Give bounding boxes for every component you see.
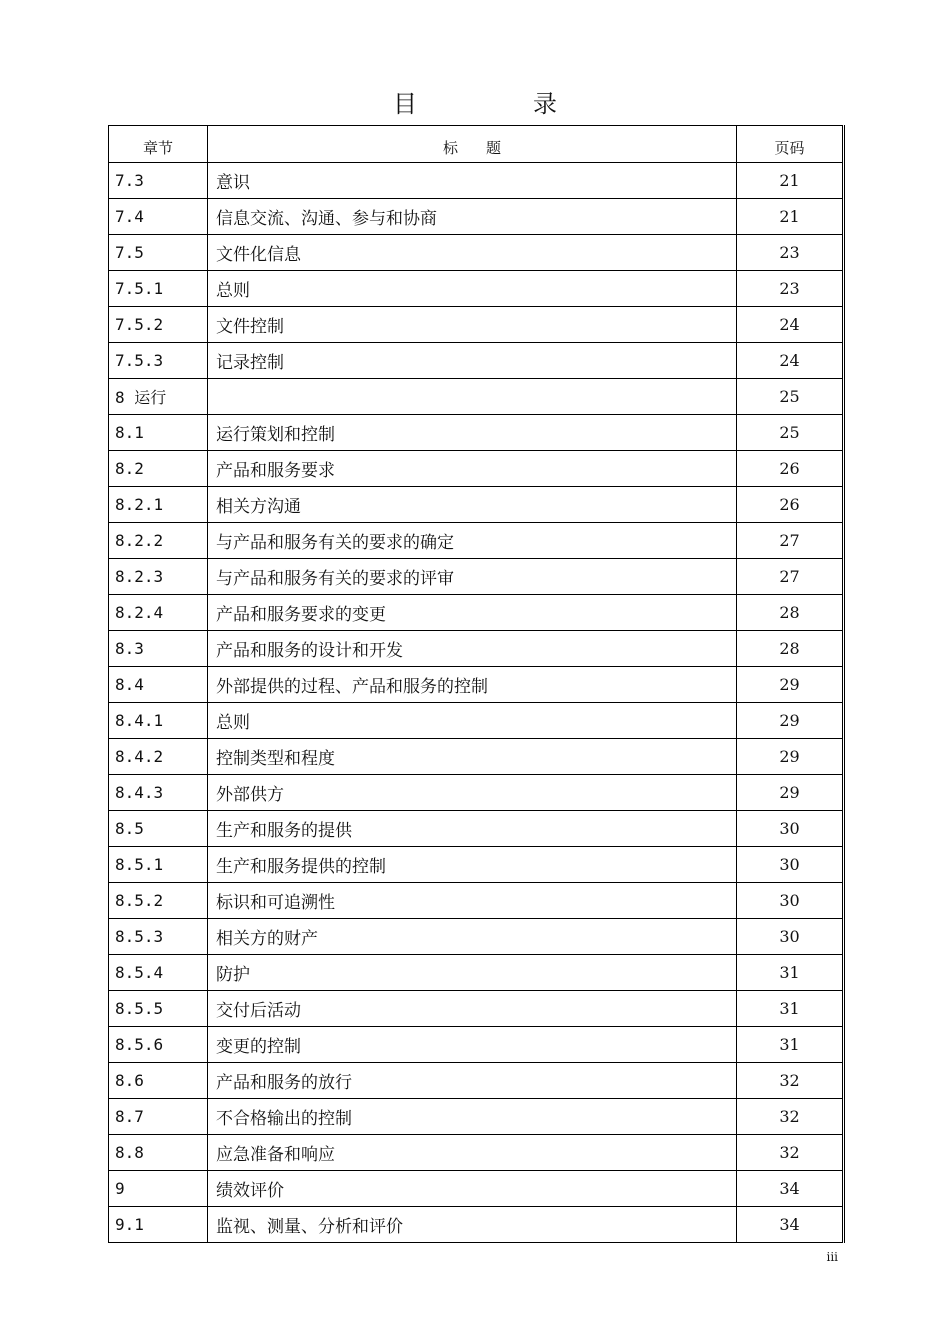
toc-title-cell: 相关方沟通 [208, 487, 737, 523]
toc-page-cell: 25 [737, 415, 844, 451]
toc-title-cell: 产品和服务的设计和开发 [208, 631, 737, 667]
toc-section-cell: 8.2.4 [109, 595, 208, 631]
toc-section-cell: 8.5.2 [109, 883, 208, 919]
toc-row [109, 883, 844, 919]
toc-section-cell: 8.8 [109, 1135, 208, 1171]
toc-row [109, 919, 844, 955]
toc-row [109, 343, 844, 379]
toc-title-cell: 外部供方 [208, 775, 737, 811]
toc-section-cell: 8.2.2 [109, 523, 208, 559]
toc-page-cell: 23 [737, 271, 844, 307]
toc-page-cell: 29 [737, 667, 844, 703]
toc-page-cell: 30 [737, 883, 844, 919]
toc-section-cell: 8.4.2 [109, 739, 208, 775]
toc-row [109, 1171, 844, 1207]
toc-section-cell: 8.3 [109, 631, 208, 667]
toc-row [109, 847, 844, 883]
toc-page-cell: 21 [737, 199, 844, 235]
toc-section-cell: 8.2.1 [109, 487, 208, 523]
toc-page-cell: 24 [737, 343, 844, 379]
toc-table [108, 125, 845, 1243]
toc-body [109, 163, 844, 1243]
toc-row [109, 523, 844, 559]
toc-row [109, 307, 844, 343]
toc-row [109, 739, 844, 775]
toc-page-cell: 32 [737, 1099, 844, 1135]
toc-row [109, 703, 844, 739]
toc-title-cell: 控制类型和程度 [208, 739, 737, 775]
toc-row [109, 451, 844, 487]
toc-page-cell: 31 [737, 991, 844, 1027]
toc-row [109, 631, 844, 667]
toc-page-cell: 29 [737, 739, 844, 775]
toc-section-cell: 8.1 [109, 415, 208, 451]
toc-page-cell: 32 [737, 1063, 844, 1099]
toc-section-cell: 9 [109, 1171, 208, 1207]
toc-section-cell: 7.5.1 [109, 271, 208, 307]
toc-section-cell: 7.5 [109, 235, 208, 271]
toc-page-cell: 23 [737, 235, 844, 271]
toc-page-cell: 31 [737, 1027, 844, 1063]
toc-title-cell: 监视、测量、分析和评价 [208, 1207, 737, 1243]
toc-title-cell: 文件化信息 [208, 235, 737, 271]
toc-section-cell: 8.6 [109, 1063, 208, 1099]
toc-title-cell: 标识和可追溯性 [208, 883, 737, 919]
toc-title-cell: 总则 [208, 703, 737, 739]
toc-row [109, 271, 844, 307]
toc-section-cell: 8 运行 [109, 379, 208, 415]
toc-row [109, 487, 844, 523]
toc-row [109, 1027, 844, 1063]
toc-section-cell: 8.5.5 [109, 991, 208, 1027]
toc-page-cell: 26 [737, 451, 844, 487]
toc-section-cell: 8.7 [109, 1099, 208, 1135]
toc-section-cell: 7.5.2 [109, 307, 208, 343]
toc-title-cell: 产品和服务的放行 [208, 1063, 737, 1099]
toc-page-cell: 25 [737, 379, 844, 415]
toc-page-cell: 27 [737, 559, 844, 595]
toc-section-cell: 8.5.1 [109, 847, 208, 883]
toc-page-cell: 30 [737, 811, 844, 847]
toc-section-cell: 8.5.4 [109, 955, 208, 991]
toc-title-cell: 防护 [208, 955, 737, 991]
toc-section-cell: 8.2 [109, 451, 208, 487]
header-section: 章节 [109, 126, 208, 163]
toc-section-cell: 8.4 [109, 667, 208, 703]
toc-section-cell: 8.5.3 [109, 919, 208, 955]
toc-section-cell: 8.4.3 [109, 775, 208, 811]
toc-row [109, 379, 844, 415]
toc-title-cell [208, 379, 737, 415]
toc-row [109, 415, 844, 451]
toc-title-cell: 记录控制 [208, 343, 737, 379]
toc-page-cell: 34 [737, 1171, 844, 1207]
toc-page-cell: 28 [737, 595, 844, 631]
toc-row [109, 955, 844, 991]
page-number: iii [826, 1250, 838, 1264]
toc-section-cell: 8.5.6 [109, 1027, 208, 1063]
toc-row [109, 595, 844, 631]
toc-row [109, 991, 844, 1027]
toc-row [109, 1063, 844, 1099]
toc-row [109, 235, 844, 271]
toc-title-cell: 与产品和服务有关的要求的评审 [208, 559, 737, 595]
toc-title-cell: 与产品和服务有关的要求的确定 [208, 523, 737, 559]
toc-section-cell: 9.1 [109, 1207, 208, 1243]
toc-page-cell: 28 [737, 631, 844, 667]
toc-row [109, 811, 844, 847]
toc-section-cell: 7.5.3 [109, 343, 208, 379]
toc-section-cell: 7.3 [109, 163, 208, 199]
toc-title-cell: 应急准备和响应 [208, 1135, 737, 1171]
page-title: 目 录 [393, 90, 603, 118]
toc-page-cell: 27 [737, 523, 844, 559]
toc-title-cell: 产品和服务要求的变更 [208, 595, 737, 631]
toc-row [109, 1207, 844, 1243]
toc-row [109, 1135, 844, 1171]
toc-title-cell: 变更的控制 [208, 1027, 737, 1063]
toc-page-cell: 26 [737, 487, 844, 523]
toc-title-cell: 外部提供的过程、产品和服务的控制 [208, 667, 737, 703]
toc-page-cell: 24 [737, 307, 844, 343]
toc-title-cell: 生产和服务提供的控制 [208, 847, 737, 883]
toc-page-cell: 30 [737, 847, 844, 883]
toc-title-cell: 总则 [208, 271, 737, 307]
toc-section-cell: 7.4 [109, 199, 208, 235]
toc-page-cell: 29 [737, 703, 844, 739]
toc-row [109, 559, 844, 595]
toc-section-cell: 8.5 [109, 811, 208, 847]
toc-row [109, 667, 844, 703]
toc-section-cell: 8.2.3 [109, 559, 208, 595]
toc-section-cell: 8.4.1 [109, 703, 208, 739]
toc-page-cell: 21 [737, 163, 844, 199]
toc-header-row [109, 126, 844, 163]
toc-page-cell: 29 [737, 775, 844, 811]
toc-page-cell: 32 [737, 1135, 844, 1171]
toc-page-cell: 30 [737, 919, 844, 955]
toc-title-cell: 相关方的财产 [208, 919, 737, 955]
toc-title-cell: 文件控制 [208, 307, 737, 343]
toc-row [109, 775, 844, 811]
toc-title-cell: 生产和服务的提供 [208, 811, 737, 847]
toc-title-cell: 运行策划和控制 [208, 415, 737, 451]
toc-page-cell: 34 [737, 1207, 844, 1243]
toc-row [109, 1099, 844, 1135]
toc-title-cell: 产品和服务要求 [208, 451, 737, 487]
header-title: 标题 [208, 126, 737, 163]
toc-title-cell: 不合格输出的控制 [208, 1099, 737, 1135]
toc-page-cell: 31 [737, 955, 844, 991]
toc-title-cell: 信息交流、沟通、参与和协商 [208, 199, 737, 235]
toc-title-cell: 绩效评价 [208, 1171, 737, 1207]
toc-row [109, 199, 844, 235]
header-page: 页码 [737, 126, 844, 163]
toc-row [109, 163, 844, 199]
toc-title-cell: 交付后活动 [208, 991, 737, 1027]
toc-title-cell: 意识 [208, 163, 737, 199]
